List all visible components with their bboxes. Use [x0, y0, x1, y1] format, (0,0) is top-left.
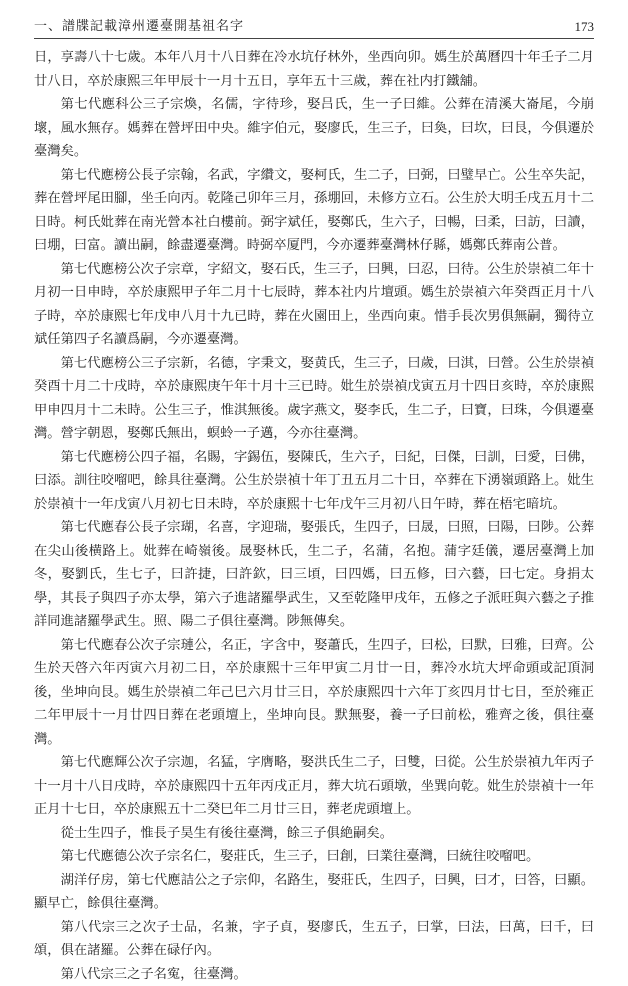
- page-body: [34, 46, 594, 899]
- paragraph: 第七代應科公三子宗煥，名儒，字待珍，娶吕氏，生一子曰維。公葬在清溪大崙尾，今崩壞，風水無存。媽葬在營坪田中央。維字伯元，娶廖氏，生三子，曰奐，曰坎，曰艮，今俱遷於臺灣矣。: [34, 93, 594, 164]
- page-number: 173: [575, 16, 595, 38]
- running-header: [34, 16, 594, 39]
- paragraph: 第七代應春公長子宗瑚，名喜，字迎瑞，娶張氏，生四子，曰晟，曰照，曰陽，曰陟。公葬在尖山後横路上。妣葬在崎嶺後。晟娶林氏，生二子，名蒲，名抱。蒲字廷儀，遷居臺灣上加冬，娶劉氏，生七子，曰許捷，曰許欽，曰三頃，曰四媽，曰五修，曰六藝，曰七定。身捐太學，其長子與四子亦太學，第六子進諸羅學武生，又至乾隆甲戌年，五修之子派旺與六藝之子推詳同進諸羅學武生。照、陽二子俱往臺灣。陟無傳矣。: [34, 516, 594, 634]
- paragraph: 第七代應德公次子宗名仁，娶莊氏，生三子，曰創，曰業往臺灣，曰統往咬𠺕吧。: [34, 845, 594, 869]
- paragraph: 第八代宗三之子名寃，往臺灣。: [34, 963, 594, 986]
- paragraph: 第七代應榜公長子宗翰，名武，字纘文，娶柯氏，生二子，曰弼，曰璧早亡。公生卒失記，葬在營坪尾田腳，坐壬向丙。乾隆己卯年三月，孫堋回，未修方立石。公生於大明壬戌五月十二日時。柯氏妣葬在南光營本社白樓前。弼字斌任，娶鄭氏，生六子，曰暢，曰柔，曰訪，曰讀，曰堋，曰富。讀出嗣，餘盡遷臺灣。時弼卒厦門，今亦遷葬臺灣林仔縣，媽鄭氏葬南公普。: [34, 164, 594, 258]
- paragraph: 第七代應榜公四子福，名賜，字錫伍，娶陳氏，生六子，曰紀，曰傑，曰訓，曰愛，曰佛，曰添。訓往咬𠺕吧，餘具往臺灣。公生於崇禎十年丁丑五月二十日，卒葬在下湧嶺頭路上。妣生於崇禎十一年戊寅八月初七日未時，卒於康熙十七年戊午三月初八日午時，葬在梧宅暗坑。: [34, 446, 594, 517]
- paragraph: 第八代宗三之次子士品，名兼，字子貞，娶廖氏，生五子，曰掌，曰法，曰萬，曰千，曰頌，俱在諸羅。公葬在碌仔內。: [34, 916, 594, 963]
- paragraph: 第七代應榜公次子宗章，字紹文，娶石氏，生三子，曰興，曰忍，曰待。公生於崇禎二年十月初一日申時，卒於康熙甲子年二月十七辰時，葬本社内片壇頭。媽生於崇禎六年癸酉正月十八子時，卒於康熙七年戊申八月十九已時，葬在火園田上，坐西向東。惜手長次男俱無嗣，獨待立斌任第四子名讀爲嗣，今亦遷臺灣。: [34, 258, 594, 352]
- chapter-title: 一、譜牒記載漳州遷臺開基祖名字: [34, 16, 244, 38]
- paragraph: 從士生四子，惟長子昊生有後往臺灣，餘三子俱絶嗣矣。: [34, 822, 594, 846]
- paragraph: 日，享壽八十七歲。本年八月十八日葬在冷水坑仔林外，坐西向卯。媽生於萬曆四十年壬子二月廿八日，卒於康熙三年甲辰十一月十五日，享年五十三歲，葬在社内打鐵舖。: [34, 46, 594, 93]
- paragraph: 湖洋仔房，第七代應詰公之子宗仰，名路生，娶莊氏，生四子，曰興，曰才，曰答，曰顯。顯早亡，餘俱往臺灣。: [34, 869, 594, 916]
- paragraph: 第七代應春公次子宗璉公，名正，字含中，娶蕭氏，生四子，曰松，曰默，曰雅，曰齊。公生於天啓六年丙寅六月初二日，卒於康熙十三年甲寅二月廿一日，葬冷水坑大坪命頭或記頂洞後，坐坤向艮。媽生於崇禎二年己巳六月廿三日，卒於康熙四十六年丁亥四月廿七日，至於雍正二年甲辰十一月廿四日葬在老頭壇上，坐坤向艮。默無娶，養一子曰前松，雅齊之後，俱往臺灣。: [34, 634, 594, 752]
- paragraph: 第七代應榜公三子宗新，名德，字秉文，娶黄氏，生三子，曰歲，曰淇，曰營。公生於崇禎癸酉十月二十戌時，卒於康熙庚午年十月十三已時。妣生於崇禎戊寅五月十四日亥時，卒於康熙甲申四月十二未時。公生三子，惟淇無後。歲字燕文，娶李氏，生二子，曰寶，曰珠，今俱遷臺灣。營字朝恩，娶鄭氏無出，螟蛉一子邁，今亦往臺灣。: [34, 352, 594, 446]
- paragraph: 第七代應輝公次子宗迦，名猛，字膺略，娶洪氏生二子，曰雙，曰從。公生於崇禎九年丙子十一月十八日戌時，卒於康熙四十五年丙戌正月，葬大坑石頭墩，坐巽向乾。妣生於崇禎十一年正月十七日，卒於康熙五十二癸巳年二月廿三日，葬老虎頭壇上。: [34, 751, 594, 822]
